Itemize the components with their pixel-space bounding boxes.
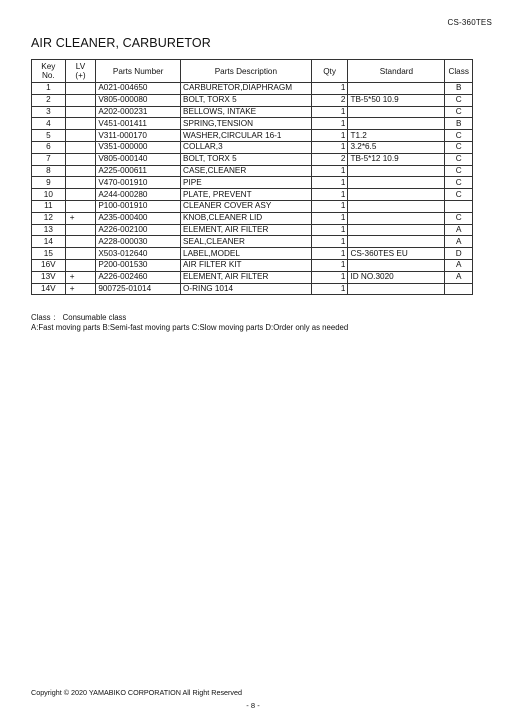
cell-class [445,283,473,295]
table-row [32,106,473,118]
cell-description: SPRING,TENSION [181,118,312,130]
cell-class: D [445,248,473,260]
cell-qty: 1 [311,224,348,236]
cell-standard [348,236,445,248]
cell-key-no: 4 [32,118,66,130]
cell-qty: 2 [311,153,348,165]
table-row [32,141,473,153]
cell-qty: 2 [311,94,348,106]
cell-key-no: 11 [32,200,66,212]
cell-lv [65,130,96,142]
cell-description: COLLAR,3 [181,141,312,153]
cell-qty: 1 [311,259,348,271]
cell-qty: 1 [311,118,348,130]
cell-class: C [445,153,473,165]
table-row [32,271,473,283]
cell-key-no: 13 [32,224,66,236]
cell-description: CLEANER COVER ASY [181,200,312,212]
cell-lv [65,141,96,153]
cell-standard: TB-5*50 10.9 [348,94,445,106]
cell-standard [348,224,445,236]
table-row [32,248,473,260]
cell-key-no: 3 [32,106,66,118]
table-row [32,83,473,95]
cell-standard: T1.2 [348,130,445,142]
table-row [32,165,473,177]
table-row [32,130,473,142]
cell-part-number: A226-002460 [96,271,181,283]
cell-qty: 1 [311,83,348,95]
cell-lv [65,189,96,201]
table-row [32,200,473,212]
cell-key-no: 9 [32,177,66,189]
cell-qty: 1 [311,106,348,118]
table-row [32,283,473,295]
cell-class: C [445,130,473,142]
cell-standard [348,189,445,201]
cell-description: CARBURETOR,DIAPHRAGM [181,83,312,95]
cell-class: C [445,212,473,224]
cell-standard [348,118,445,130]
cell-description: PIPE [181,177,312,189]
cell-class: A [445,259,473,271]
col-header-qty: Qty [311,60,348,83]
cell-class: C [445,165,473,177]
cell-standard [348,83,445,95]
cell-description: LABEL,MODEL [181,248,312,260]
cell-part-number: V470-001910 [96,177,181,189]
cell-class: C [445,106,473,118]
cell-part-number: 900725-01014 [96,283,181,295]
table-row [32,153,473,165]
legend-line-1: Class ： Consumable class [31,313,127,322]
cell-description: CASE,CLEANER [181,165,312,177]
cell-description: BOLT, TORX 5 [181,153,312,165]
col-header-lv: LV (+) [65,60,96,83]
cell-qty: 1 [311,130,348,142]
cell-description: ELEMENT, AIR FILTER [181,224,312,236]
page-number: - 8 - [246,701,260,710]
cell-qty: 1 [311,212,348,224]
cell-class: A [445,224,473,236]
cell-class: C [445,189,473,201]
col-header-description: Parts Description [181,60,312,83]
cell-class [445,200,473,212]
cell-standard: ID NO.3020 [348,271,445,283]
cell-key-no: 14V [32,283,66,295]
cell-description: SEAL,CLEANER [181,236,312,248]
cell-standard: 3.2*6.5 [348,141,445,153]
cell-qty: 1 [311,141,348,153]
cell-class: C [445,94,473,106]
cell-key-no: 7 [32,153,66,165]
cell-class: A [445,236,473,248]
class-legend [31,313,348,333]
cell-class: A [445,271,473,283]
cell-qty: 1 [311,177,348,189]
cell-key-no: 6 [32,141,66,153]
cell-lv [65,259,96,271]
cell-standard [348,165,445,177]
table-header-row [32,60,473,83]
cell-part-number: P200-001530 [96,259,181,271]
cell-part-number: V805-000140 [96,153,181,165]
cell-part-number: A226-002100 [96,224,181,236]
table-row [32,212,473,224]
parts-table [31,59,473,295]
table-row [32,259,473,271]
cell-class: B [445,118,473,130]
cell-qty: 1 [311,200,348,212]
cell-lv [65,83,96,95]
section-title: AIR CLEANER, CARBURETOR [31,36,211,50]
cell-key-no: 8 [32,165,66,177]
cell-lv [65,94,96,106]
col-header-part-number: Parts Number [96,60,181,83]
cell-lv [65,236,96,248]
cell-standard [348,259,445,271]
cell-key-no: 1 [32,83,66,95]
cell-part-number: A235-000400 [96,212,181,224]
col-header-class: Class [445,60,473,83]
cell-class: B [445,83,473,95]
cell-qty: 1 [311,236,348,248]
cell-class: C [445,141,473,153]
cell-standard [348,283,445,295]
cell-standard [348,200,445,212]
cell-lv [65,200,96,212]
table-row [32,224,473,236]
cell-part-number: A228-000030 [96,236,181,248]
table-row [32,177,473,189]
cell-qty: 1 [311,283,348,295]
cell-qty: 1 [311,248,348,260]
col-header-key-no: Key No. [32,60,66,83]
cell-key-no: 12 [32,212,66,224]
cell-part-number: A021-004650 [96,83,181,95]
cell-lv [65,177,96,189]
cell-class: C [445,177,473,189]
cell-part-number: A244-000280 [96,189,181,201]
cell-part-number: V451-001411 [96,118,181,130]
copyright-notice: Copyright © 2020 YAMABIKO CORPORATION All Right Reserved [31,688,243,697]
cell-description: O-RING 1014 [181,283,312,295]
cell-part-number: X503-012640 [96,248,181,260]
cell-description: BELLOWS, INTAKE [181,106,312,118]
cell-description: AIR FILTER KIT [181,259,312,271]
cell-part-number: A225-000611 [96,165,181,177]
cell-qty: 1 [311,271,348,283]
cell-standard: CS-360TES EU [348,248,445,260]
cell-key-no: 10 [32,189,66,201]
cell-part-number: V805-000080 [96,94,181,106]
cell-part-number: V351-000000 [96,141,181,153]
cell-description: KNOB,CLEANER LID [181,212,312,224]
table-row [32,118,473,130]
cell-description: BOLT, TORX 5 [181,94,312,106]
cell-key-no: 13V [32,271,66,283]
cell-part-number: P100-001910 [96,200,181,212]
cell-description: ELEMENT, AIR FILTER [181,271,312,283]
table-row [32,189,473,201]
cell-key-no: 5 [32,130,66,142]
cell-part-number: V311-000170 [96,130,181,142]
cell-lv [65,248,96,260]
model-code: CS-360TES [447,18,492,27]
cell-lv [65,165,96,177]
cell-standard: TB-5*12 10.9 [348,153,445,165]
table-row [32,94,473,106]
cell-description: PLATE, PREVENT [181,189,312,201]
cell-description: WASHER,CIRCULAR 16-1 [181,130,312,142]
table-row [32,236,473,248]
cell-standard [348,106,445,118]
cell-key-no: 2 [32,94,66,106]
cell-lv: + [65,283,96,295]
cell-key-no: 15 [32,248,66,260]
cell-qty: 1 [311,189,348,201]
cell-standard [348,177,445,189]
cell-key-no: 16V [32,259,66,271]
cell-part-number: A202-000231 [96,106,181,118]
cell-standard [348,212,445,224]
cell-key-no: 14 [32,236,66,248]
cell-lv [65,224,96,236]
cell-lv [65,106,96,118]
cell-qty: 1 [311,165,348,177]
legend-line-2: A:Fast moving parts B:Semi-fast moving parts C:Slow moving parts D:Order only as needed [31,323,349,332]
cell-lv [65,153,96,165]
cell-lv: + [65,212,96,224]
col-header-standard: Standard [348,60,445,83]
cell-lv: + [65,271,96,283]
cell-lv [65,118,96,130]
